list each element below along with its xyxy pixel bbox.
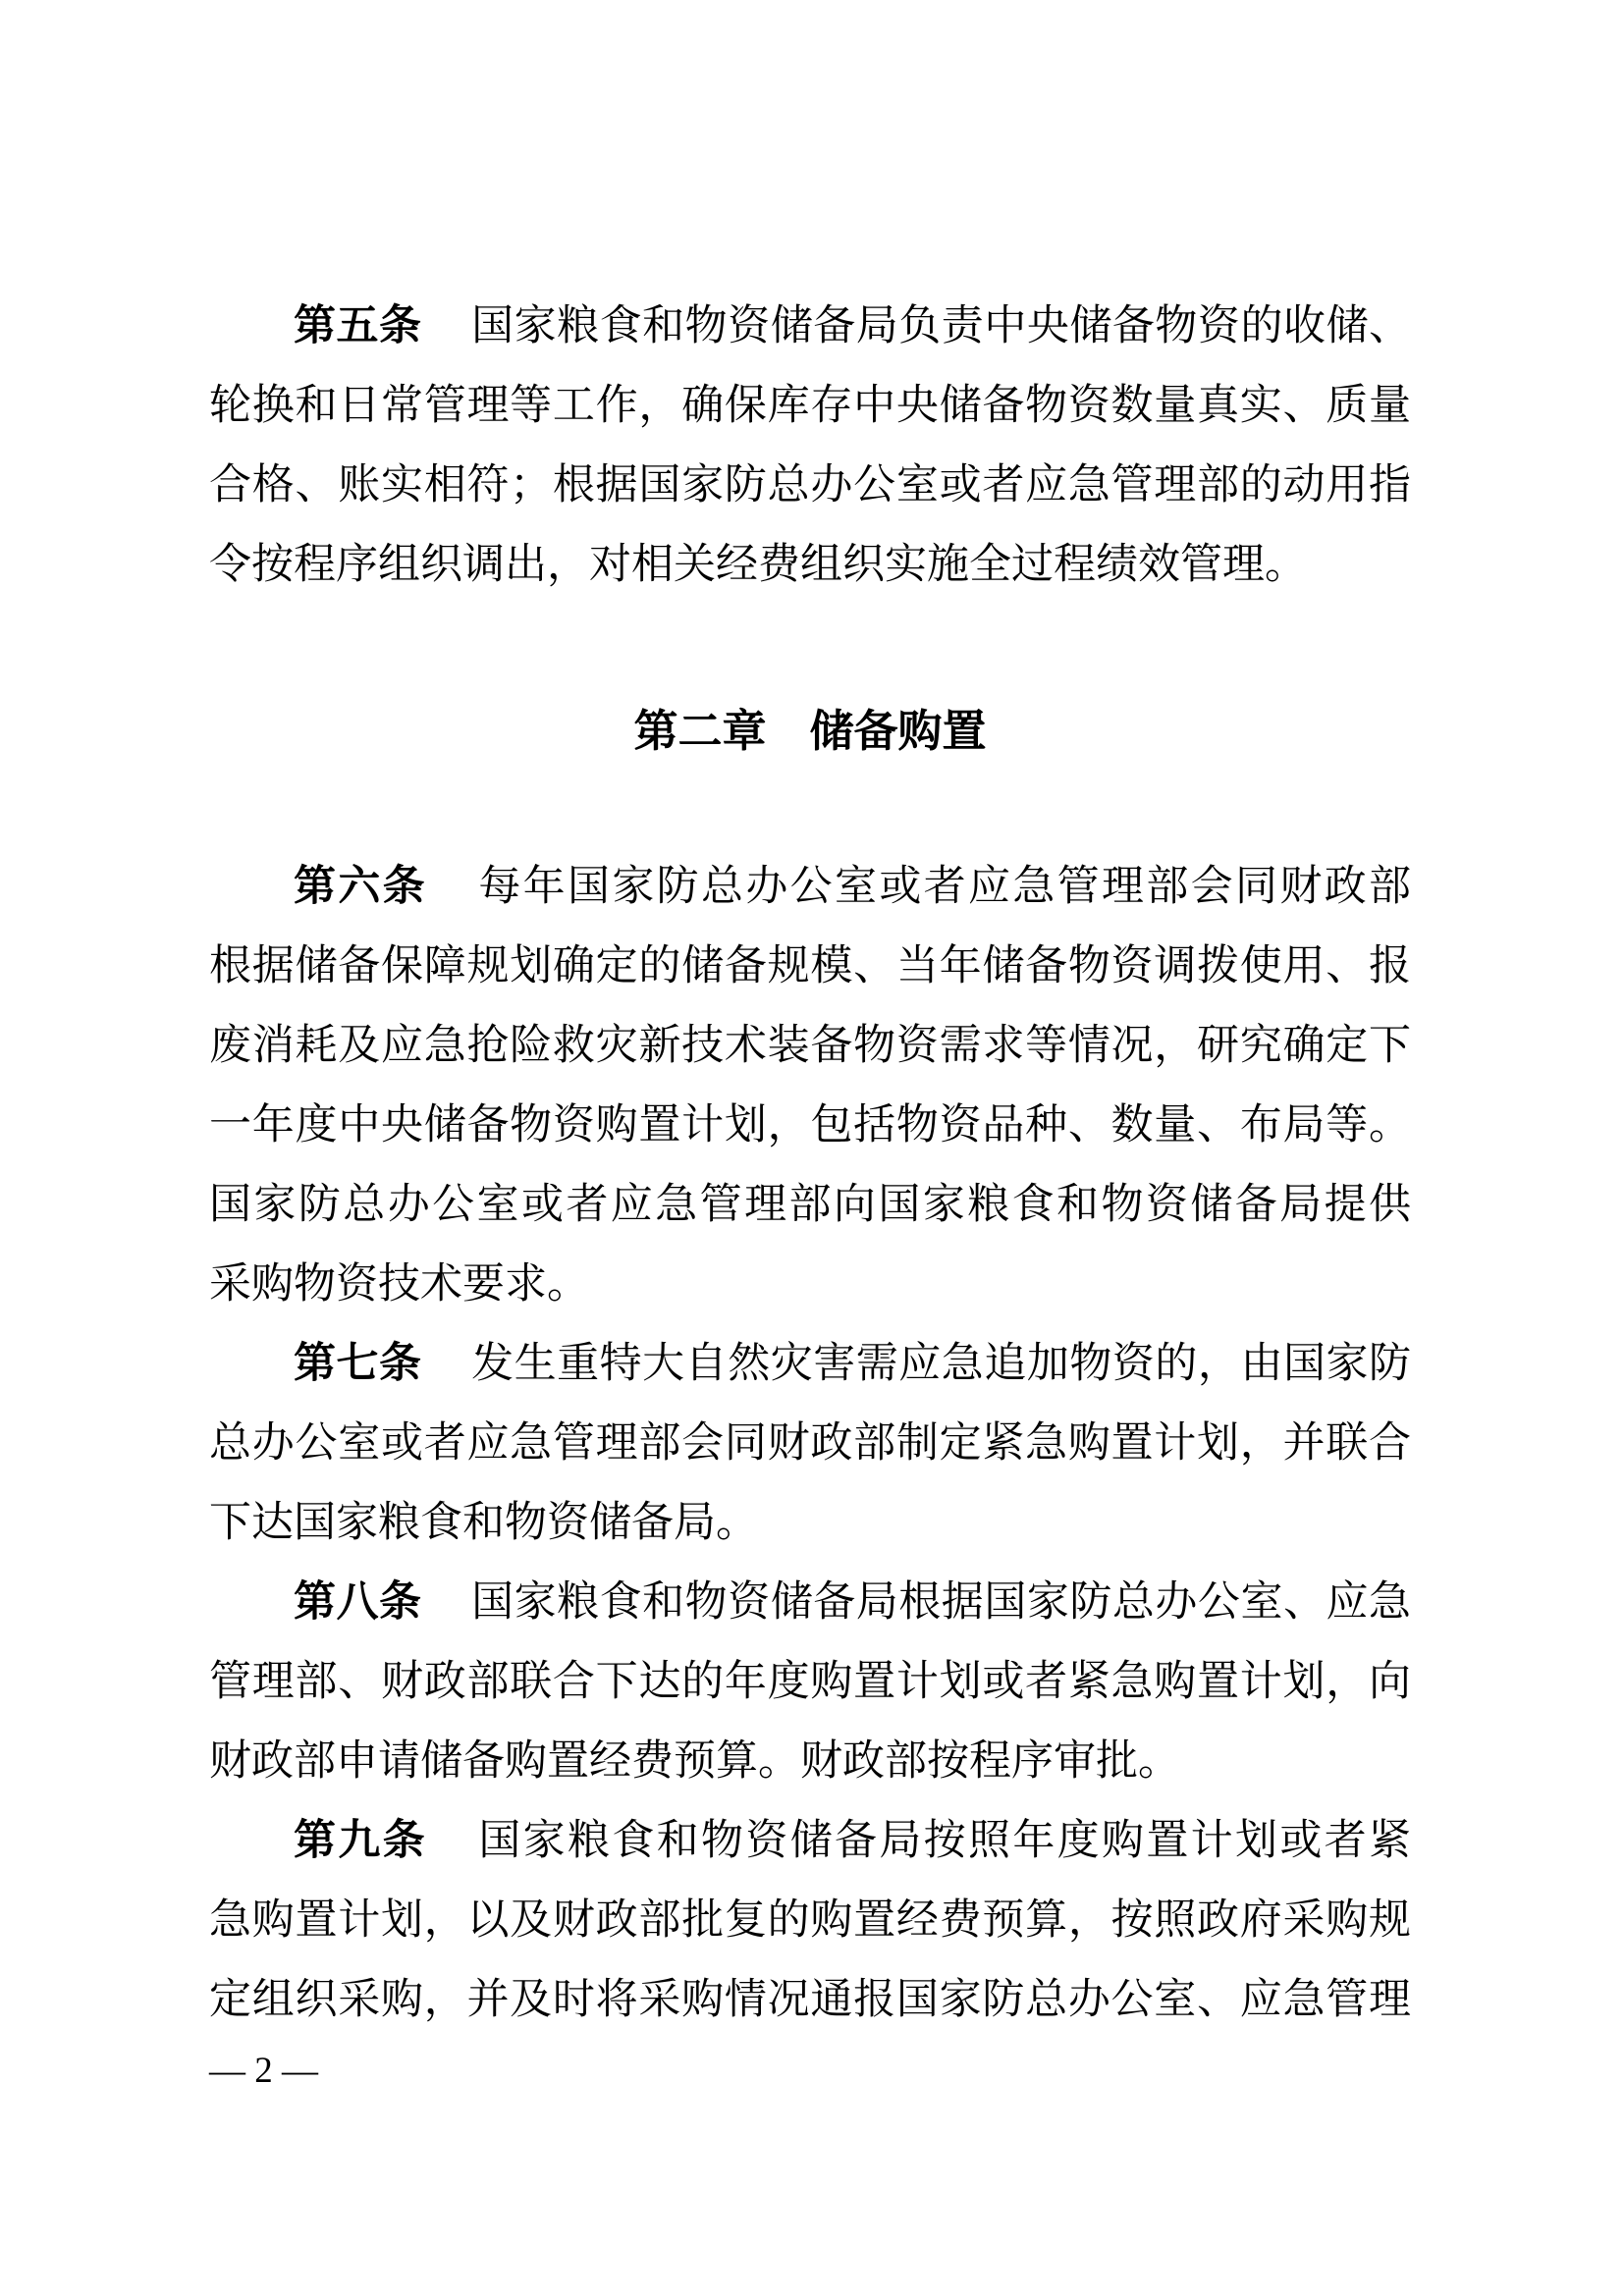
page-number: — 2 — [209, 2051, 318, 2091]
text-line: 国家粮食和物资储备局负责中央储备物资的收储、 [470, 303, 1412, 349]
article-5 [209, 287, 1411, 605]
chapter-title: 储备购置 [809, 706, 987, 756]
text-line: 国家防总办公室或者应急管理部向国家粮食和物资储备局提供 [209, 1182, 1411, 1228]
text-line: 定组织采购，并及时将采购情况通报国家防总办公室、应急管理 [209, 1977, 1411, 2023]
text-line: 管理部、财政部联合下达的年度购置计划或者紧急购置计划，向 [209, 1659, 1411, 1705]
text-line: 令按程序组织调出，对相关经费组织实施全过程绩效管理。 [209, 542, 1307, 588]
article-first-line [209, 1563, 1411, 1642]
text-line: 一年度中央储备物资购置计划，包括物资品种、数量、布局等。 [209, 1102, 1411, 1148]
document-body [209, 287, 1411, 2040]
text-line: 发生重特大自然灾害需应急追加物资的，由国家防 [470, 1341, 1412, 1387]
article-number: 第七条 [294, 1340, 422, 1387]
article-number: 第五条 [294, 302, 422, 349]
article-first-line [209, 1324, 1411, 1404]
text-line: 废消耗及应急抢险救灾新技术装备物资需求等情况，研究确定下 [209, 1023, 1411, 1069]
text-line: 根据储备保障规划确定的储备规模、当年储备物资调拨使用、报 [209, 943, 1411, 989]
text-line: 总办公室或者应急管理部会同财政部制定紧急购置计划，并联合 [209, 1420, 1411, 1467]
text-line: 合格、账实相符；根据国家防总办公室或者应急管理部的动用指 [209, 462, 1411, 508]
article-8 [209, 1563, 1411, 1801]
article-first-line [209, 287, 1411, 366]
text-line: 下达国家粮食和物资储备局。 [209, 1500, 758, 1546]
article-first-line [209, 847, 1411, 927]
text-line: 采购物资技术要求。 [209, 1261, 589, 1308]
text-line: 财政部申请储备购置经费预算。财政部按程序审批。 [209, 1738, 1180, 1785]
text-line: 轮换和日常管理等工作，确保库存中央储备物资数量真实、质量 [209, 383, 1411, 429]
text-line: 国家粮食和物资储备局按照年度购置计划或者紧 [476, 1818, 1411, 1864]
chapter-heading [209, 691, 1411, 771]
chapter-number: 第二章 [633, 706, 767, 756]
article-6 [209, 847, 1411, 1324]
article-first-line [209, 1801, 1411, 1881]
article-9 [209, 1801, 1411, 2040]
text-line: 国家粮食和物资储备局根据国家防总办公室、应急 [470, 1579, 1412, 1626]
article-number: 第八条 [294, 1578, 422, 1626]
article-number: 第九条 [294, 1817, 427, 1864]
article-7 [209, 1324, 1411, 1563]
text-line: 急购置计划，以及财政部批复的购置经费预算，按照政府采购规 [209, 1897, 1411, 1944]
article-number: 第六条 [294, 863, 427, 910]
text-line: 每年国家防总办公室或者应急管理部会同财政部 [476, 864, 1411, 910]
